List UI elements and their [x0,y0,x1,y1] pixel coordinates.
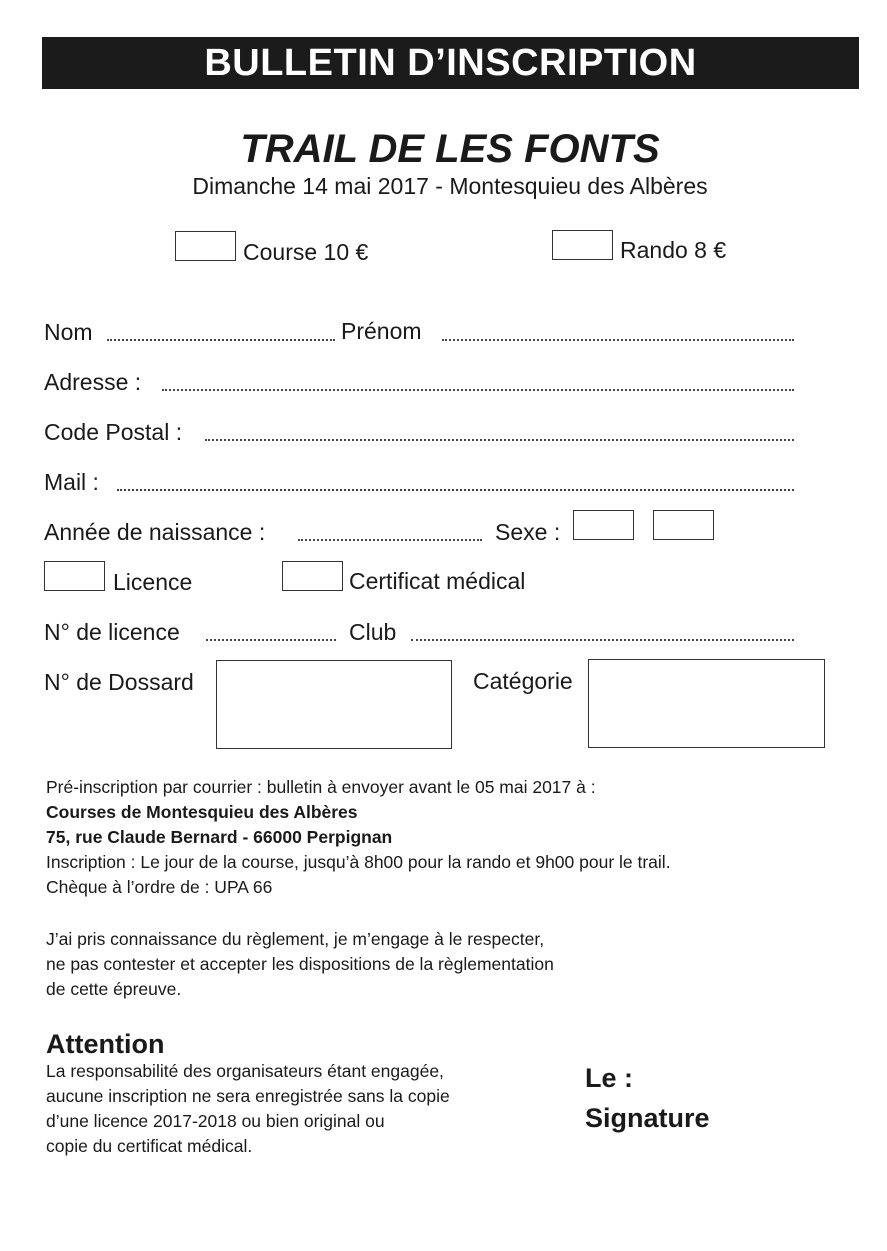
info-cheque: Chèque à l’ordre de : UPA 66 [46,877,273,897]
sexe-checkbox-1[interactable] [573,510,634,540]
adresse-label: Adresse : [44,369,142,395]
nom-label: Nom [44,319,93,345]
dossard-label: N° de Dossard [44,669,194,695]
info-preinscription: Pré-inscription par courrier : bulletin à envoyer avant le 05 mai 2017 à : [46,777,596,797]
engagement-line-1: J’ai pris connaissance du règlement, je m’engage à le respecter, [46,929,545,949]
club-field[interactable] [411,639,794,641]
licence-label: Licence [113,569,193,595]
date-label: Le : [585,1063,634,1093]
mail-label: Mail : [44,469,99,495]
prenom-label: Prénom [341,318,422,344]
categorie-label: Catégorie [473,668,573,694]
categorie-box[interactable] [588,659,825,748]
info-organisation: Courses de Montesquieu des Albères [46,802,358,822]
info-inscription: Inscription : Le jour de la course, jusqu’à 8h00 pour la rando et 9h00 pour le trail. [46,852,671,872]
num-licence-label: N° de licence [44,619,180,645]
annee-naissance-field[interactable] [298,539,482,541]
signature-label: Signature [585,1103,710,1133]
certificat-checkbox[interactable] [282,561,343,591]
attention-line-4: copie du certificat médical. [46,1136,253,1156]
certificat-label: Certificat médical [349,568,526,594]
adresse-field[interactable] [162,389,794,391]
info-adresse: 75, rue Claude Bernard - 66000 Perpignan [46,827,393,847]
attention-line-3: d’une licence 2017-2018 ou bien original ou [46,1111,385,1131]
attention-line-2: aucune inscription ne sera enregistrée sans la copie [46,1086,450,1106]
code-postal-label: Code Postal : [44,419,183,445]
form-banner: BULLETIN D’INSCRIPTION [42,37,859,89]
dossard-box[interactable] [216,660,452,749]
club-label: Club [349,619,397,645]
rando-checkbox[interactable] [552,230,613,260]
event-title: TRAIL DE LES FONTS [240,127,660,171]
sexe-checkbox-2[interactable] [653,510,714,540]
code-postal-field[interactable] [205,439,794,441]
mail-field[interactable] [117,489,794,491]
event-subtitle: Dimanche 14 mai 2017 - Montesquieu des Albères [192,173,708,199]
attention-line-1: La responsabilité des organisateurs étant engagée, [46,1061,444,1081]
licence-checkbox[interactable] [44,561,105,591]
engagement-line-2: ne pas contester et accepter les dispositions de la règlementation [46,954,554,974]
rando-label: Rando 8 € [620,237,727,263]
num-licence-field[interactable] [206,639,336,641]
nom-field[interactable] [107,339,335,341]
annee-naissance-label: Année de naissance : [44,519,266,545]
sexe-label: Sexe : [495,519,561,545]
engagement-line-3: de cette épreuve. [46,979,182,999]
prenom-field[interactable] [442,339,794,341]
course-label: Course 10 € [243,239,369,265]
course-checkbox[interactable] [175,231,236,261]
attention-heading: Attention [46,1029,165,1059]
